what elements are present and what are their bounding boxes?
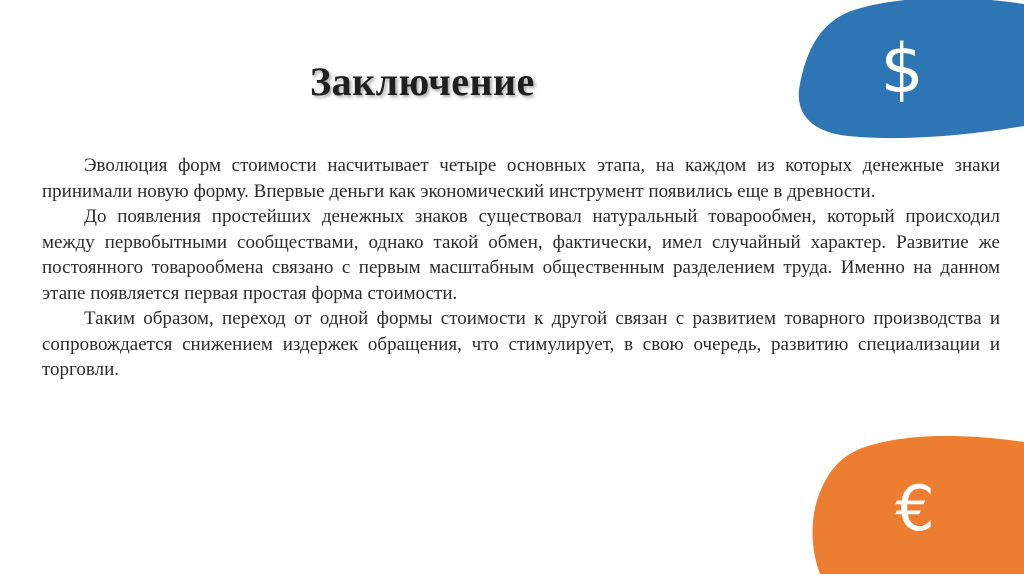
euro-icon: €: [895, 472, 935, 545]
dollar-icon: $: [880, 30, 924, 109]
slide-title: Заключение: [310, 59, 535, 104]
paragraph-3: Таким образом, переход от одной формы стоимости к другой связан с развитием товарного производства и сопровождается снижением издержек обращения, что стимулирует, в свою очередь, развитию специализации и торговли.: [42, 308, 1000, 380]
paragraph-1: Эволюция форм стоимости насчитывает четыре основных этапа, на каждом из которых денежные знаки принимали новую форму. Впервые деньги как экономический инструмент появились еще в древности.: [42, 155, 1000, 202]
slide-body: [42, 153, 1000, 383]
paragraph-2: До появления простейших денежных знаков существовал натуральный товарообмен, который происходил между первобытными сообществами, однако такой обмен, фактически, имел случайный характер. Развитие же постоянного товарообмена связано с первым масштабным общественным разделением труда. Именно на данном этапе появляется первая простая форма стоимости.: [42, 206, 1000, 304]
